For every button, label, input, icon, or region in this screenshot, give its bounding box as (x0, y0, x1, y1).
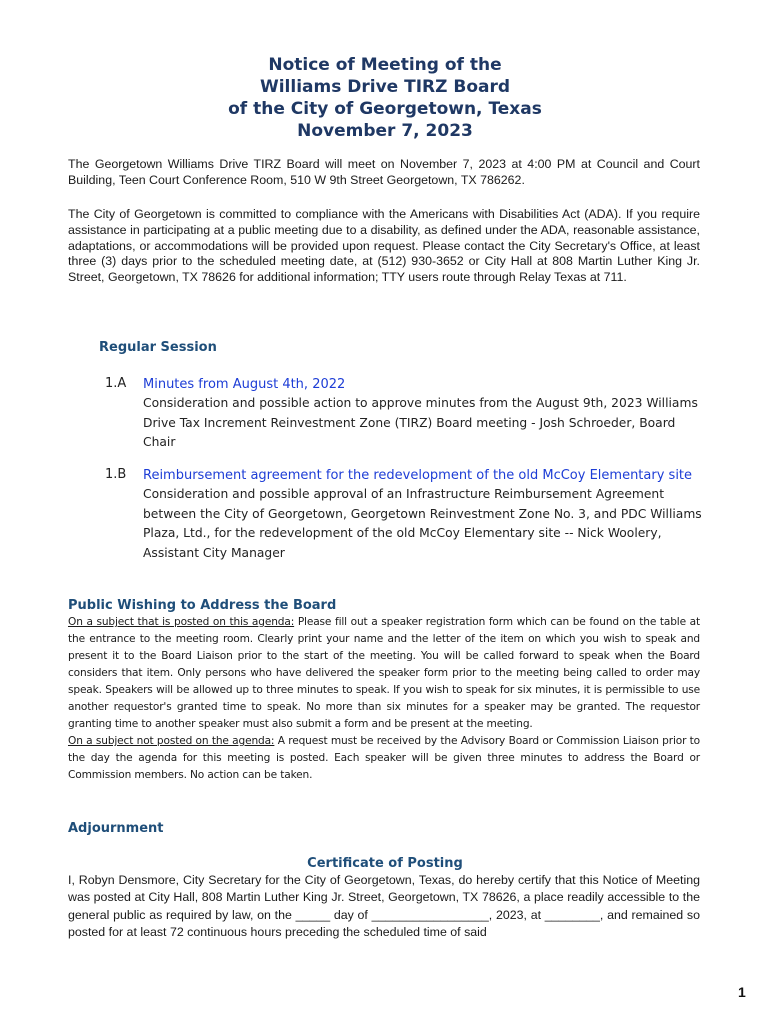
agenda-item-title: Minutes from August 4th, 2022 (143, 377, 346, 392)
posted-subject-text: Please fill out a speaker registration form which can be found on the table at the entrance to the meeting room. Clearly print your name and the letter of the item on which you wish to speak and present it to the Board Liaison prior to the start of the meeting. You will be called forward to speak when the Board considers that item. Only persons who have delivered the speaker form prior to the meeting being called to order may speak. Speakers will be allowed up to three minutes to speak. If you wish to speak for six minutes, it is permissible to use another requestor's granted time to speak. No more than six minutes for a speaker may be granted. The requestor granting time to another speaker must also submit a form and be present at the meeting. (68, 616, 700, 730)
meeting-paragraph: The Georgetown Williams Drive TIRZ Board will meet on November 7, 2023 at 4:00 PM at Council and Court Building, Teen Court Conference Room, 510 W 9th Street Georgetown, TX 786262. (68, 157, 700, 187)
certificate-heading: Certificate of Posting (307, 856, 463, 871)
agenda-item-number: 1.A (105, 376, 127, 391)
posted-subject-label: On a subject that is posted on this agenda: (68, 616, 295, 628)
title-line-1: Notice of Meeting of the (268, 55, 502, 75)
page-title (0, 54, 770, 142)
not-posted-subject-label: On a subject not posted on the agenda: (68, 735, 275, 747)
public-wishing-text (68, 614, 700, 784)
regular-session-heading: Regular Session (99, 340, 217, 355)
adjournment-heading: Adjournment (68, 821, 164, 836)
certificate-text: I, Robyn Densmore, City Secretary for the City of Georgetown, Texas, do hereby certify that this Notice of Meeting was posted at City Hall, 808 Martin Luther King Jr. Street, Georgetown, TX 78626, a place readily accessible to the general public as required by law, on the _____ day of _________________, 2023, at ________, and remained so posted for at least 72 continuous hours preceding the scheduled time of said (68, 873, 700, 939)
agenda-item-number: 1.B (105, 467, 127, 482)
title-line-4: November 7, 2023 (297, 121, 473, 141)
agenda-item-title: Reimbursement agreement for the redevelopment of the old McCoy Elementary site (143, 468, 693, 483)
agenda-item-1b (105, 467, 705, 563)
not-posted-subject-text: A request must be received by the Advisory Board or Commission Liaison prior to the day the agenda for this meeting is posted. Each speaker will be given three minutes to address the Board or Commission members. No action can be taken. (68, 735, 700, 781)
agenda-item-body: Consideration and possible action to approve minutes from the August 9th, 2023 Williams Drive Tax Increment Reinvestment Zone (TIRZ) Board meeting - Josh Schroeder, Board Chair (143, 396, 698, 449)
page-number: 1 (738, 984, 746, 1000)
ada-paragraph: The City of Georgetown is committed to compliance with the Americans with Disabilities Act (ADA). If you require assistance in participating at a public meeting due to a disability, as defined under the ADA, reasonable assistance, adaptations, or accommodations will be provided upon request. Please contact the City Secretary's Office, at least three (3) days prior to the scheduled meeting date, at (512) 930-3652 or City Hall at 808 Martin Luther King Jr. Street, Georgetown, TX 78626 for additional information; TTY users route through Relay Texas at 711. (68, 207, 700, 285)
public-wishing-heading: Public Wishing to Address the Board (68, 598, 337, 613)
title-line-2: Williams Drive TIRZ Board (259, 77, 511, 97)
agenda-item-body: Consideration and possible approval of an Infrastructure Reimbursement Agreement between the City of Georgetown, Georgetown Reinvestment Zone No. 3, and PDC Williams Plaza, Ltd., for the redevelopment of the old McCoy Elementary site -- Nick Woolery, Assistant City Manager (143, 487, 702, 560)
title-line-3: of the City of Georgetown, Texas (228, 99, 542, 119)
agenda-item-1a (105, 376, 705, 453)
